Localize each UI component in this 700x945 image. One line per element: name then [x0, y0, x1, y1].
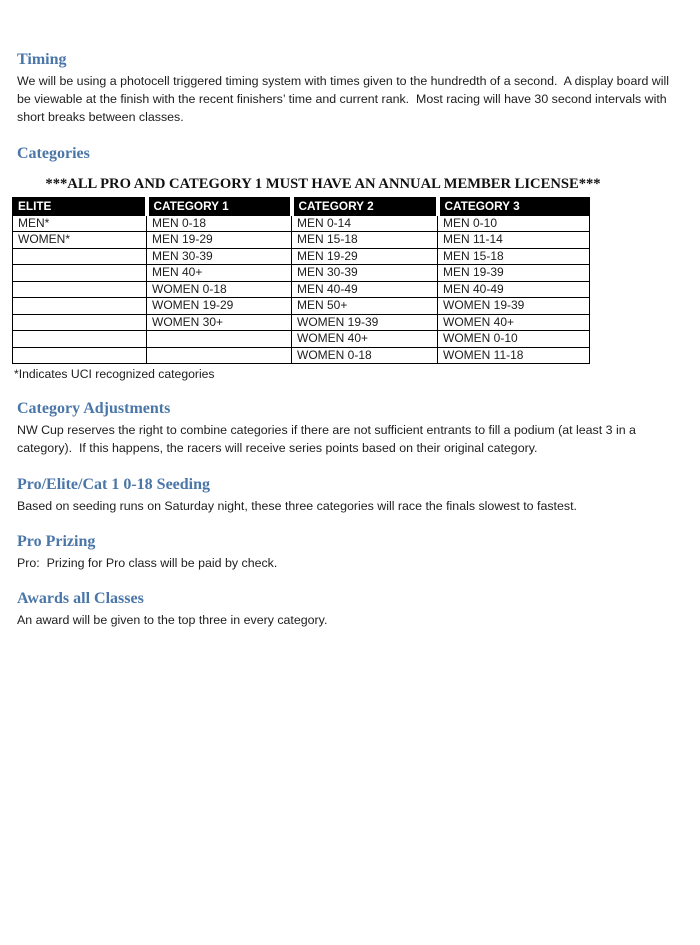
- table-row: [13, 331, 590, 348]
- table-cell: MEN 0-14: [292, 215, 438, 232]
- table-cell: WOMEN 19-39: [438, 298, 590, 315]
- table-cell: MEN*: [13, 215, 147, 232]
- table-cell: [13, 298, 147, 315]
- heading-category-adjustments: Category Adjustments: [17, 400, 171, 418]
- table-cell: [13, 281, 147, 298]
- table-header-row: [13, 197, 590, 215]
- table-cell: WOMEN 40+: [438, 314, 590, 331]
- table-cell: MEN 0-18: [147, 215, 292, 232]
- table-cell: WOMEN 0-18: [292, 347, 438, 364]
- section-category-adjustments: [17, 400, 672, 457]
- table-cell: WOMEN 40+: [292, 331, 438, 348]
- table-cell: [13, 265, 147, 282]
- heading-timing: Timing: [17, 51, 67, 68]
- table-row: [13, 281, 590, 298]
- table-cell: MEN 15-18: [292, 232, 438, 249]
- table-row: [13, 215, 590, 232]
- paragraph-timing: We will be using a photocell triggered timing system with times given to the hundredth of a second. A display board will be viewable at the finish with the recent finishers’ time and current rank. Most racing will have 30 second intervals with short breaks between classes.: [17, 74, 670, 125]
- table-cell: WOMEN 0-18: [147, 281, 292, 298]
- table-header-category-2: CATEGORY 2: [292, 197, 438, 215]
- heading-categories: Categories: [17, 144, 90, 162]
- table-cell: WOMEN 19-29: [147, 298, 292, 315]
- table-row: [13, 265, 590, 282]
- heading-pro-prizing: Pro Prizing: [17, 532, 96, 550]
- table-row: [13, 298, 590, 315]
- table-cell: MEN 19-29: [292, 248, 438, 265]
- table-cell: [13, 347, 147, 364]
- section-timing: [17, 51, 672, 127]
- table-cell: MEN 30-39: [147, 248, 292, 265]
- paragraph-awards: An award will be given to the top three in every category.: [17, 612, 328, 627]
- categories-table: [12, 197, 590, 365]
- table-cell: MEN 50+: [292, 298, 438, 315]
- table-cell: WOMEN 19-39: [292, 314, 438, 331]
- table-cell: WOMEN 0-10: [438, 331, 590, 348]
- paragraph-pro-prizing: Pro: Prizing for Pro class will be paid by check.: [17, 555, 278, 570]
- table-cell: [13, 248, 147, 265]
- table-cell: MEN 15-18: [438, 248, 590, 265]
- paragraph-seeding: Based on seeding runs on Saturday night, these three categories will race the finals slowest to fastest.: [17, 498, 577, 513]
- table-cell: MEN 19-29: [147, 232, 292, 249]
- table-row: [13, 314, 590, 331]
- table-cell: WOMEN*: [13, 232, 147, 249]
- table-row: [13, 248, 590, 265]
- table-cell: MEN 30-39: [292, 265, 438, 282]
- table-cell: WOMEN 11-18: [438, 347, 590, 364]
- table-header-category-1: CATEGORY 1: [147, 197, 292, 215]
- table-cell: [13, 331, 147, 348]
- heading-awards: Awards all Classes: [17, 589, 144, 607]
- table-cell: WOMEN 30+: [147, 314, 292, 331]
- section-categories: [14, 144, 672, 383]
- table-header-category-3: CATEGORY 3: [438, 197, 590, 215]
- table-cell: [147, 331, 292, 348]
- table-cell: MEN 40-49: [438, 281, 590, 298]
- section-awards: [17, 590, 672, 629]
- table-row: [13, 232, 590, 249]
- table-cell: [13, 314, 147, 331]
- heading-seeding: Pro/Elite/Cat 1 0-18 Seeding: [17, 475, 211, 493]
- table-cell: MEN 19-39: [438, 265, 590, 282]
- table-cell: MEN 40-49: [292, 281, 438, 298]
- table-cell: MEN 0-10: [438, 215, 590, 232]
- table-cell: MEN 11-14: [438, 232, 590, 249]
- table-row: [13, 347, 590, 364]
- section-pro-prizing: [17, 533, 672, 572]
- table-header-elite: ELITE: [13, 197, 147, 215]
- license-notice: ***ALL PRO AND CATEGORY 1 MUST HAVE AN ANNUAL MEMBER LICENSE***: [45, 175, 601, 192]
- table-cell: MEN 40+: [147, 265, 292, 282]
- table-cell: [147, 347, 292, 364]
- footnote-uci: *Indicates UCI recognized categories: [14, 367, 215, 382]
- paragraph-category-adjustments: NW Cup reserves the right to combine categories if there are not sufficient entrants to fill a podium (at least 3 in a category). If this happens, the racers will receive series points based on their original category.: [17, 423, 636, 456]
- section-seeding: [17, 476, 672, 515]
